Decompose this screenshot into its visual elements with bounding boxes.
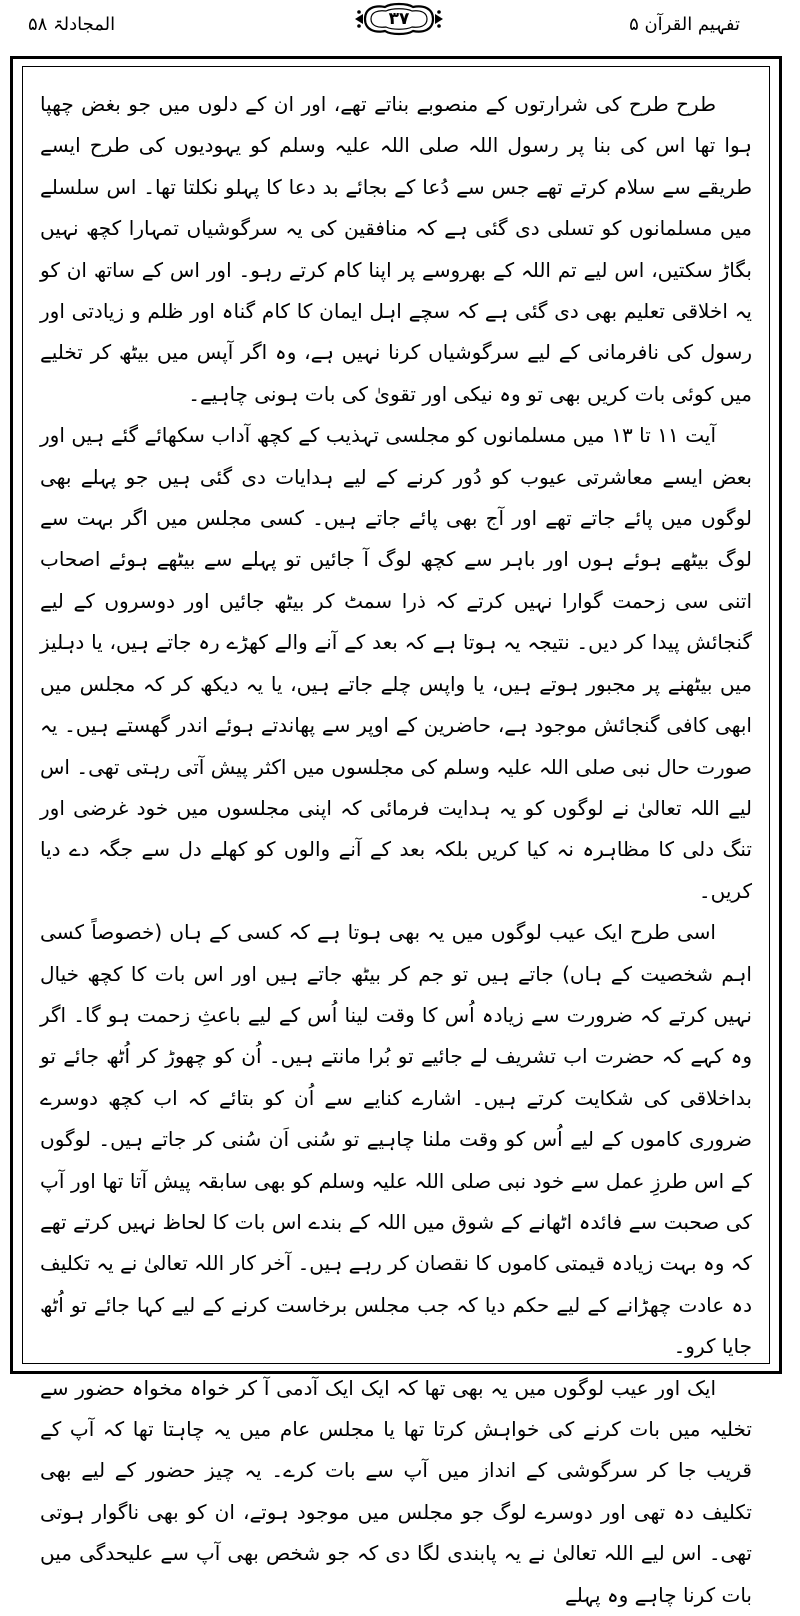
page-number: ۳۷ (388, 9, 410, 29)
paragraph: طرح طرح کی شرارتوں کے منصوبے بناتے تھے، اور ان کے دلوں میں جو بغض چھپا ہوا تھا اس کی بنا پر رسول اللہ صلی اللہ علیہ وسلم کو یہودیوں کی طرح ایسے طریقے سے سلام کرتے تھے جس سے دُعا کے بجائے بد دعا کا پہلو نکلتا تھا۔ اس سلسلے میں مسلمانوں کو تسلی دی گئی ہے کہ منافقین کی یہ سرگوشیاں تمہارا کچھ نہیں بگاڑ سکتیں، اس لیے تم اللہ کے بھروسے پر اپنا کام کرتے رہو۔ اور اس کے ساتھ ان کو یہ اخلاقی تعلیم بھی دی گئی ہے کہ سچے اہل ایمان کا کام گناہ اور ظلم و زیادتی اور رسول کی نافرمانی کے لیے سرگوشیاں کرنا نہیں ہے، وہ اگر آپس میں بیٹھ کر تخلیے میں کوئی بات کریں بھی تو وہ نیکی اور تقویٰ کی بات ہونی چاہیے۔ (40, 92, 752, 406)
book-title: تفہیم القرآن ۵ (629, 14, 740, 35)
paragraph: ایک اور عیب لوگوں میں یہ بھی تھا کہ ایک ایک آدمی آ کر خواہ مخواہ حضور سے تخلیہ میں بات کرنے کی خواہش کرتا تھا یا مجلس عام میں یہ چاہتا تھا کہ آپ کے قریب جا کر سرگوشی کے انداز میں آپ سے بات کرے۔ یہ چیز حضور کے لیے بھی تکلیف دہ تھی اور دوسرے لوگ جو مجلس میں موجود ہوتے، ان کو بھی ناگوار ہوتی تھی۔ اس لیے اللہ تعالیٰ نے یہ پابندی لگا دی کہ جو شخص بھی آپ سے علیحدگی میں بات کرنا چاہے وہ پہلے (40, 1375, 752, 1607)
surah-name: المجادلۃ ۵۸ (28, 14, 116, 35)
paragraph: اسی طرح ایک عیب لوگوں میں یہ بھی ہوتا ہے کہ کسی کے ہاں (خصوصاً کسی اہم شخصیت کے ہاں) جاتے ہیں تو جم کر بیٹھ جاتے ہیں اور اس بات کا کچھ خیال نہیں کرتے کہ ضرورت سے زیادہ اُس کا وقت لینا اُس کے لیے باعثِ زحمت ہو گا۔ اگر وہ کہے کہ حضرت اب تشریف لے جائیے تو بُرا مانتے ہیں۔ اُن کو چھوڑ کر اُٹھ جائے تو بداخلاقی کی شکایت کرتے ہیں۔ اشارے کنایے سے اُن کو بتائے کہ اب کچھ دوسرے ضروری کاموں کے لیے اُس کو وقت ملنا چاہیے تو سُنی اَن سُنی کر جاتے ہیں۔ لوگوں کے اس طرزِ عمل سے خود نبی صلی اللہ علیہ وسلم کو بھی سابقہ پیش آتا تھا اور آپ کی صحبت سے فائدہ اٹھانے کے شوق میں اللہ کے بندے اس بات کا لحاظ نہیں کرتے تھے کہ وہ بہت زیادہ قیمتی کاموں کا نقصان کر رہے ہیں۔ آخر کار اللہ تعالیٰ نے یہ تکلیف دہ عادت چھڑانے کے لیے حکم دیا کہ جب مجلس برخاست کرنے کے لیے کہا جائے تو اُٹھ جایا کرو۔ (40, 920, 752, 1359)
paragraph: آیت ۱۱ تا ۱۳ میں مسلمانوں کو مجلسی تہذیب کے کچھ آداب سکھائے گئے ہیں اور بعض ایسے معاشرتی عیوب کو دُور کرنے کے لیے ہدایات دی گئی ہیں جو پہلے بھی لوگوں میں پائے جاتے تھے اور آج بھی پائے جاتے ہیں۔ کسی مجلس میں اگر بہت سے لوگ بیٹھے ہوئے ہوں اور باہر سے کچھ لوگ آ جائیں تو پہلے سے بیٹھے ہوئے اصحاب اتنی سی زحمت گوارا نہیں کرتے کہ ذرا سمٹ کر بیٹھ جائیں اور دوسروں کے لیے گنجائش پیدا کر دیں۔ نتیجہ یہ ہوتا ہے کہ بعد کے آنے والے کھڑے رہ جاتے ہیں، یا دہلیز میں بیٹھنے پر مجبور ہوتے ہیں، یا واپس چلے جاتے ہیں، یا یہ دیکھ کر کہ مجلس میں ابھی کافی گنجائش موجود ہے، حاضرین کے اوپر سے پھاندتے ہوئے اندر گھستے ہیں۔ یہ صورت حال نبی صلی اللہ علیہ وسلم کی مجلسوں میں اکثر پیش آتی رہتی تھی۔ اس لیے اللہ تعالیٰ نے لوگوں کو یہ ہدایت فرمائی کہ اپنی مجلسوں میں خود غرضی اور تنگ دلی کا مظاہرہ نہ کیا کریں بلکہ بعد کے آنے والوں کو کھلے دل سے جگہ دے دیا کریں۔ (40, 423, 752, 903)
page-number-badge (351, 2, 447, 36)
page-header (0, 0, 800, 56)
commentary-text (40, 84, 752, 1616)
